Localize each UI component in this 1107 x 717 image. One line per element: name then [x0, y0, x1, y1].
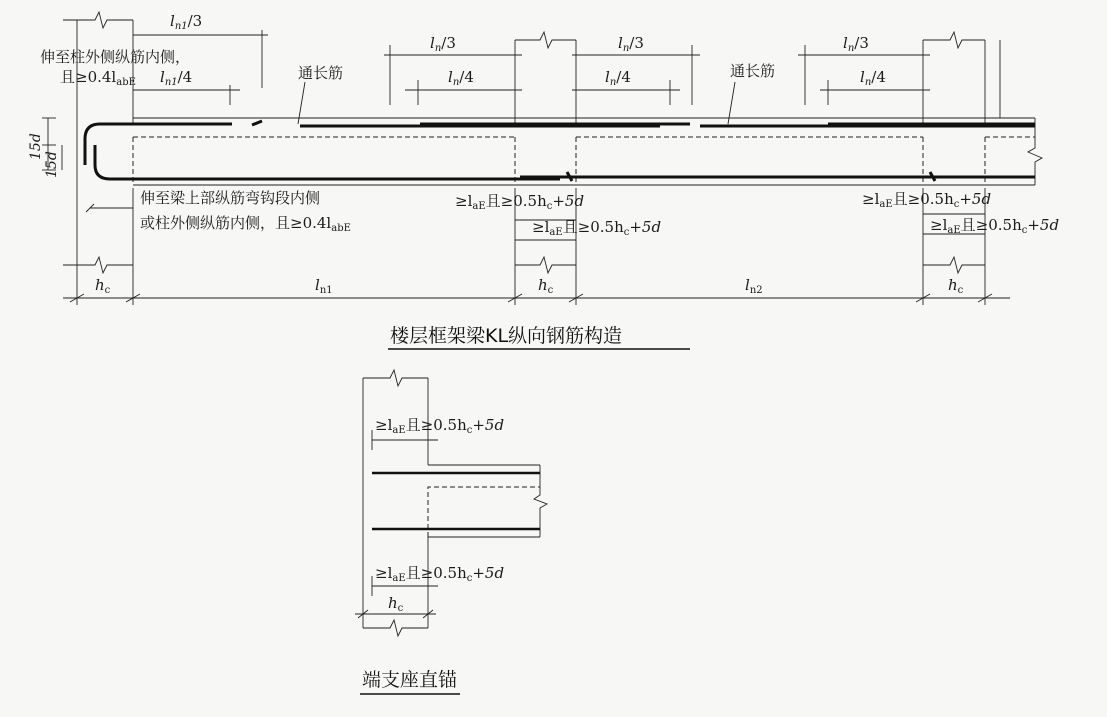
bottom-caption: 端支座直锚 [362, 669, 458, 691]
ln2-span-l: l [745, 276, 750, 294]
top-bars [85, 121, 1035, 165]
ln-quarter-sub-3: n [864, 77, 872, 88]
ln1-span-sub: n1 [319, 285, 333, 296]
ln-quarter-l-3: l [860, 68, 865, 86]
ln-third-label-1 [430, 34, 456, 54]
middle-column [515, 32, 576, 273]
ln1-third-l: l [170, 12, 175, 30]
anchor-mid-lower-prefix: ≥l [532, 218, 550, 236]
end-lower-hcsub: c [466, 573, 473, 584]
ln-third-sub-1: n [434, 43, 442, 54]
ln-quarter-label-1 [448, 68, 474, 88]
anchor-label-mid-upper [455, 192, 584, 212]
anchor-mid-upper-hcsub: c [546, 201, 553, 212]
end-hc-h: h [388, 594, 398, 612]
ln1-third-sub: n1 [174, 21, 188, 32]
anchor-right-lower-tail: +5d [1027, 216, 1060, 234]
end-anchor-label-upper [375, 416, 504, 436]
end-hc-label [388, 594, 404, 614]
anchor-mid-upper-suffix: 且≥0.5h [485, 192, 547, 210]
top-caption: 楼层框架梁KL纵向钢筋构造 [390, 325, 623, 347]
end-anchor-label-lower [375, 564, 504, 584]
ln-quarter-sub-1: n [452, 77, 460, 88]
ln1-span-l: l [315, 276, 320, 294]
ln-quarter-label-3 [860, 68, 886, 88]
ln-quarter-suffix-1: /4 [459, 68, 474, 86]
hc-2-sub: c [547, 285, 554, 296]
anchor-mid-lower-suffix: 且≥0.5h [562, 218, 624, 236]
ln2-span-sub: n2 [749, 285, 763, 296]
bottom-note-line2-main: 或柱外侧纵筋内侧，且≥0.4l [140, 214, 332, 232]
ln-third-l-3: l [843, 34, 848, 52]
end-hc-sub: c [397, 603, 404, 614]
hook-length-dims [28, 118, 62, 178]
anchor-mid-upper-tail: +5d [552, 192, 585, 210]
ln-third-suffix-1: /3 [441, 34, 456, 52]
beam-outline [133, 118, 1042, 185]
hc-label-1 [95, 276, 111, 296]
bottom-dim-line [63, 265, 1010, 305]
right-column [923, 32, 1000, 273]
ln1-quarter-label [160, 68, 192, 88]
ln1-quarter-l: l [160, 68, 165, 86]
left-note-sub: abE [116, 77, 136, 88]
ln-third-l-2: l [618, 34, 623, 52]
bottom-bars [95, 145, 1035, 181]
anchor-right-lower-sub: aE [947, 225, 961, 236]
anchor-mid-lower-tail: +5d [629, 218, 662, 236]
ln-quarter-l-2: l [605, 68, 610, 86]
hook-15d-label-b: 15d [44, 151, 60, 178]
ln-quarter-l-1: l [448, 68, 453, 86]
ln-third-label-3 [843, 34, 869, 54]
end-support-detail [355, 370, 547, 636]
end-upper-prefix: ≥l [375, 416, 393, 434]
anchor-label-mid-lower [532, 218, 661, 238]
ln-quarter-label-2 [605, 68, 631, 88]
through-bar-label-2: 通长筋 [730, 62, 776, 80]
anchor-right-lower-prefix: ≥l [930, 216, 948, 234]
left-note-line2 [60, 68, 136, 88]
hc-label-2 [538, 276, 554, 296]
anchor-mid-lower-hcsub: c [623, 227, 630, 238]
hook-15d-label-a: 15d [28, 133, 44, 160]
ln-third-sub-2: n [622, 43, 630, 54]
anchor-right-upper-prefix: ≥l [862, 190, 880, 208]
anchor-right-lower-suffix: 且≥0.5h [960, 216, 1022, 234]
ln-quarter-suffix-2: /4 [616, 68, 631, 86]
through-bar-label-1: 通长筋 [298, 64, 344, 82]
anchor-mid-lower-sub: aE [549, 227, 563, 238]
ln-quarter-sub-2: n [609, 77, 617, 88]
ln1-span-label [315, 276, 333, 296]
anchor-right-upper-sub: aE [879, 199, 893, 210]
end-upper-tail: +5d [472, 416, 505, 434]
end-lower-sub: aE [392, 573, 406, 584]
end-upper-suffix: 且≥0.5h [405, 416, 467, 434]
ln1-quarter-sub: n1 [164, 77, 178, 88]
ln-quarter-suffix-3: /4 [871, 68, 886, 86]
hc-2-h: h [538, 276, 548, 294]
bottom-note-line2 [140, 214, 351, 234]
anchor-right-upper-hcsub: c [953, 199, 960, 210]
anchor-right-upper-suffix: 且≥0.5h [892, 190, 954, 208]
ln-third-suffix-2: /3 [629, 34, 644, 52]
anchor-label-right-lower [930, 216, 1059, 236]
anchor-right-upper-tail: +5d [959, 190, 992, 208]
ln1-third-label [170, 12, 202, 32]
bottom-note-line1: 伸至梁上部纵筋弯钩段内侧 [140, 189, 321, 207]
hc-3-sub: c [957, 285, 964, 296]
anchor-right-lower-hcsub: c [1021, 225, 1028, 236]
bottom-note-sub: abE [331, 223, 351, 234]
anchor-label-right-upper [862, 190, 991, 210]
top-dim-lines [133, 30, 930, 105]
hc-1-sub: c [104, 285, 111, 296]
end-lower-prefix: ≥l [375, 564, 393, 582]
end-upper-sub: aE [392, 425, 406, 436]
ln-third-label-2 [618, 34, 644, 54]
end-lower-suffix: 且≥0.5h [405, 564, 467, 582]
left-note-line2-main: 且≥0.4l [60, 68, 117, 86]
left-note-line1: 伸至柱外侧纵筋内侧， [40, 48, 191, 66]
ln-third-suffix-3: /3 [854, 34, 869, 52]
ln-third-l-1: l [430, 34, 435, 52]
end-lower-tail: +5d [472, 564, 505, 582]
hc-label-3 [948, 276, 964, 296]
ln1-third-suffix: /3 [187, 12, 203, 30]
ln-third-sub-3: n [847, 43, 855, 54]
bottom-labels [375, 416, 504, 614]
hc-1-h: h [95, 276, 105, 294]
ln2-span-label [745, 276, 763, 296]
anchor-mid-upper-prefix: ≥l [455, 192, 473, 210]
end-upper-hcsub: c [466, 425, 473, 436]
ln1-quarter-suffix: /4 [177, 68, 193, 86]
hc-3-h: h [948, 276, 958, 294]
anchor-mid-upper-sub: aE [472, 201, 486, 212]
